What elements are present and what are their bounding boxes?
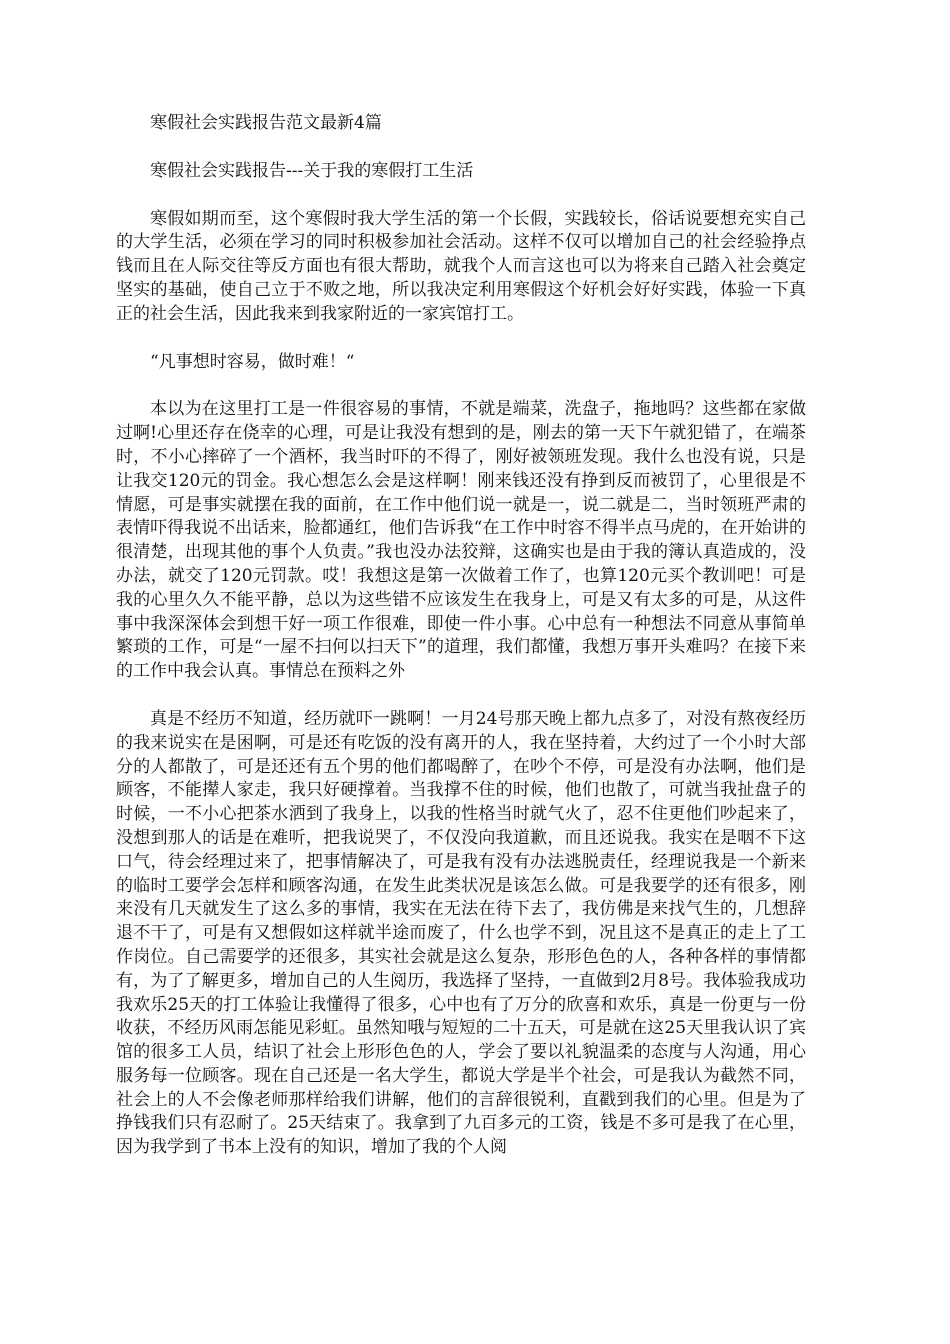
document-body <box>116 112 806 1184</box>
paragraph-intro: 寒假如期而至，这个寒假时我大学生活的第一个长假，实践较长，俗话说要想充实自己的大学生活，必须在学习的同时积极参加社会活动。这样不仅可以增加自己的社会经验挣点钱而且在人际交往等反方面也有很大帮助，就我个人而言这也可以为将来自己踏入社会奠定坚实的基础，使自己立于不败之地，所以我决定利用寒假这个好机会好好实践，体验一下真正的社会生活，因此我来到我家附近的一家宾馆打工。 <box>116 208 806 324</box>
paragraph-experience: 真是不经历不知道，经历就吓一跳啊！一月24号那天晚上都九点多了，对没有熬夜经历的我来说实在是困啊，可是还有吃饭的没有离开的人，我在坚持着，大约过了一个小时大部分的人都散了，可是还还有五个男的他们都喝醉了，在吵个不停，可是没有办法啊，他们是顾客，不能撵人家走，我只好硬撑着。当我撑不住的时候，他们也散了，可就当我扯盘子的时候，一不小心把茶水洒到了我身上，以我的性格当时就气火了，忍不住更他们吵起来了，没想到那人的话是在难听，把我说哭了，不仅没向我道歉，而且还说我。我实在是咽不下这口气，待会经理过来了，把事情解决了，可是我有没有办法逃脱责任，经理说我是一个新来的临时工要学会怎样和顾客沟通，在发生此类状况是该怎么做。可是我要学的还有很多，刚来没有几天就发生了这么多的事情，我实在无法在待下去了，我仿佛是来找气生的，几想辞退不干了，可是有又想假如这样就半途而废了，什么也学不到，况且这不是真正的走上了工作岗位。自己需要学的还很多，其实社会就是这么复杂，形形色色的人，各种各样的事情都有，为了了解更多，增加自己的人生阅历，我选择了坚持，一直做到2月8号。我体验我成功我欢乐25天的打工体验让我懂得了很多，心中也有了万分的欣喜和欢乐，真是一份更与一份收获，不经历风雨怎能见彩虹。虽然知哦与短短的二十五天，可是就在这25天里我认识了宾馆的很多工人员，结识了社会上形形色色的人，学会了要以礼貌温柔的态度与人沟通，用心服务每一位顾客。现在自己还是一名大学生，都说大学是半个社会，可是我认为截然不同，社会上的人不会像老师那样给我们讲解，他们的言辞很锐利，直戳到我们的心里。但是为了挣钱我们只有忍耐了。25天结束了。我拿到了九百多元的工资，钱是不多可是我了在心里，因为我学到了书本上没有的知识，增加了我的个人阅 <box>116 708 806 1158</box>
paragraph-quote: “凡事想时容易，做时难！“ <box>150 351 355 372</box>
paragraph-first-day: 本以为在这里打工是一件很容易的事情，不就是端菜，洗盘子，拖地吗？这些都在家做过啊!心里还存在侥幸的心理，可是让我没有想到的是，刚去的第一天下午就犯错了，在端茶时，不小心摔碎了一个酒杯，我当时吓的不得了，刚好被领班发现。我什么也没有说，只是让我交120元的罚金。我心想怎么会是这样啊！刚来钱还没有挣到反而被罚了，心里很是不情愿，可是事实就摆在我的面前，在工作中他们说一就是一，说二就是二，当时领班严肃的表情吓得我说不出话来，脸都通红，他们告诉我“在工作中时容不得半点马虎的，在开始讲的很清楚，出现其他的事个人负责。”我也没办法狡辩，这确实也是由于我的簿认真造成的，没办法，就交了120元罚款。哎！我想这是第一次做着工作了，也算120元买个教训吧！可是我的心里久久不能平静，总以为这些错不应该发生在我身上，可是又有太多的可是，从这件事中我深深体会到想干好一项工作很难，即使一件小事。心中总有一种想法不同意从事简单繁琐的工作，可是“一屋不扫何以扫天下”的道理，我们都懂，我想万事开头难吗？在接下来的工作中我会认真。事情总在预料之外 <box>116 399 806 682</box>
document-subtitle: 寒假社会实践报告---关于我的寒假打工生活 <box>150 160 474 181</box>
document-title: 寒假社会实践报告范文最新4篇 <box>150 113 382 133</box>
